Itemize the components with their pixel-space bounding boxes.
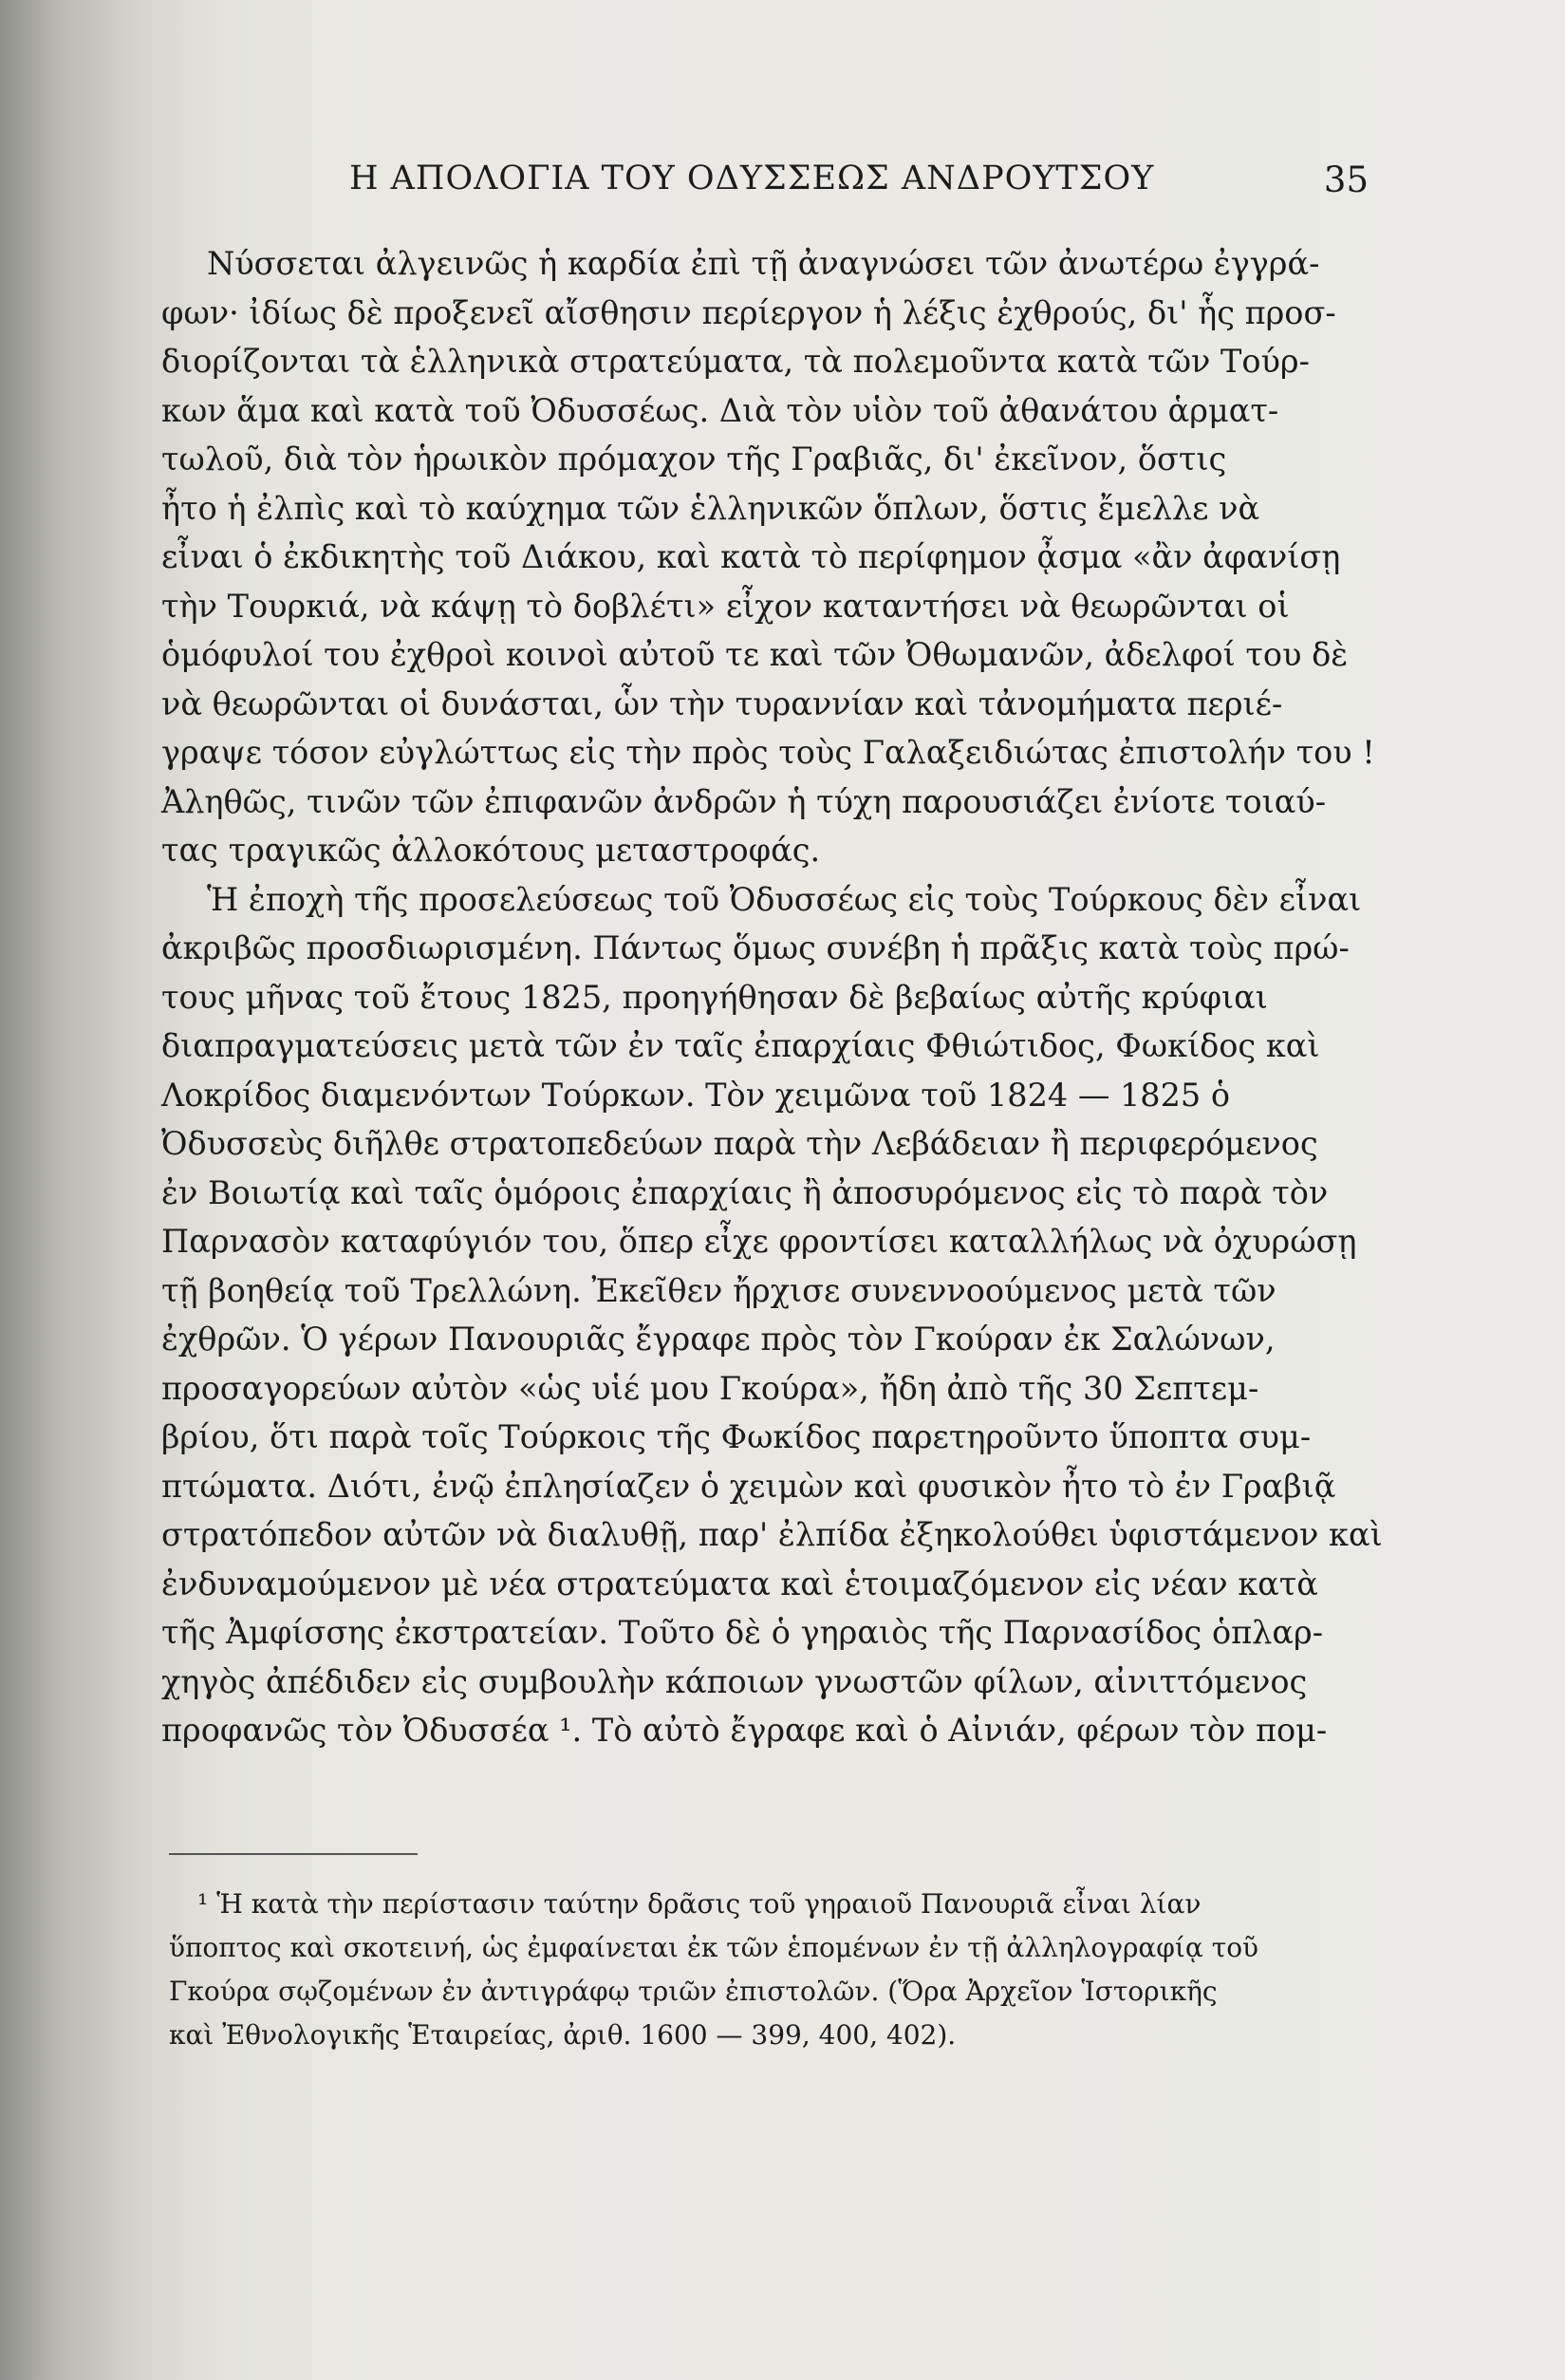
body-text [161, 239, 1383, 1755]
footnote-divider [169, 1853, 418, 1855]
footnote-line: ὕποπτος καὶ σκοτεινή, ὡς ἐμφαίνεται ἐκ τῶν ἑπομένων ἐν τῇ ἀλληλογραφίᾳ τοῦ [169, 1932, 1259, 1963]
text-line: ὁμόφυλοί του ἐχθροὶ κοινοὶ αὐτοῦ τε καὶ τῶν Ὀθωμανῶν, ἀδελφοί του δὲ [161, 636, 1349, 673]
footnote-line: Γκούρα σῳζομένων ἐν ἀντιγράφῳ τριῶν ἐπιστολῶν. (Ὅρα Ἀρχεῖον Ἱστορικῆς [169, 1976, 1218, 2007]
text-line: Ὀδυσσεὺς διῆλθε στρατοπεδεύων παρὰ τὴν Λεβάδειαν ἢ περιφερόμενος [161, 1125, 1318, 1162]
text-line: διαπραγματεύσεις μετὰ τῶν ἐν ταῖς ἐπαρχίαις Φθιώτιδος, Φωκίδος καὶ [161, 1027, 1320, 1064]
text-line: φων· ἰδίως δὲ προξενεῖ αἴσθησιν περίεργον ἡ λέξις ἐχθρούς, δι' ἧς προσ- [161, 293, 1336, 331]
footnotes [169, 1883, 1374, 2057]
running-title: Η ΑΠΟΛΟΓΙΑ ΤΟΥ ΟΔΥΣΣΕΩΣ ΑΝΔΡΟΥΤΣΟΥ [349, 159, 1155, 197]
text-line: Νύσσεται ἀλγεινῶς ἡ καρδία ἐπὶ τῇ ἀναγνώσει τῶν ἀνωτέρω ἐγγρά- [207, 245, 1320, 282]
text-line: χηγὸς ἀπέδιδεν εἰς συμβουλὴν κάποιων γνωστῶν φίλων, αἰνιττόμενος [161, 1662, 1308, 1700]
text-line: τῆς Ἀμφίσσης ἐκστρατείαν. Τοῦτο δὲ ὁ γηραιὸς τῆς Παρνασίδος ὁπλαρ- [161, 1614, 1324, 1651]
text-line: ἐν Βοιωτίᾳ καὶ ταῖς ὁμόροις ἐπαρχίαις ἢ ἀποσυρόμενος εἰς τὸ παρὰ τὸν [161, 1173, 1329, 1211]
text-line: ἐχθρῶν. Ὁ γέρων Πανουριᾶς ἔγραφε πρὸς τὸν Γκούραν ἐκ Σαλώνων, [161, 1321, 1276, 1358]
text-line: Ἡ ἐποχὴ τῆς προσελεύσεως τοῦ Ὀδυσσέως εἰς τοὺς Τούρκους δὲν εἶναι [207, 880, 1362, 918]
text-line: στρατόπεδον αὐτῶν νὰ διαλυθῇ, παρ' ἐλπίδα ἐξηκολούθει ὑφιστάμενον καὶ [161, 1516, 1383, 1553]
text-line: Λοκρίδος διαμενόντων Τούρκων. Τὸν χειμῶνα τοῦ 1824 — 1825 ὁ [161, 1076, 1231, 1114]
text-line: προφανῶς τὸν Ὀδυσσέα ¹. Τὸ αὐτὸ ἔγραφε καὶ ὁ Αἰνιάν, φέρων τὸν πομ- [161, 1712, 1328, 1749]
text-line: εἶναι ὁ ἐκδικητὴς τοῦ Διάκου, καὶ κατὰ τὸ περίφημον ᾆσμα «ἂν ἀφανίσῃ [161, 538, 1341, 575]
text-line: τὴν Τουρκιά, νὰ κάψῃ τὸ δοβλέτι» εἶχον καταντήσει νὰ θεωρῶνται οἱ [161, 587, 1290, 625]
text-line: τους μῆνας τοῦ ἔτους 1825, προηγήθησαν δὲ βεβαίως αὐτῆς κρύφιαι [161, 978, 1268, 1016]
text-line: ἀκριβῶς προσδιωρισμένη. Πάντως ὅμως συνέβη ἡ πρᾶξις κατὰ τοὺς πρώ- [161, 929, 1350, 966]
text-line: τωλοῦ, διὰ τὸν ἡρωικὸν πρόμαχον τῆς Γραβιᾶς, δι' ἐκεῖνον, ὅστις [161, 440, 1227, 478]
text-line: τῇ βοηθείᾳ τοῦ Τρελλώνη. Ἐκεῖθεν ἤρχισε συνεννοούμενος μετὰ τῶν [161, 1271, 1276, 1309]
footnote-line: καὶ Ἐθνολογικῆς Ἑταιρείας, ἀριθ. 1600 — 399, 400, 402). [169, 2019, 957, 2051]
footnote-line: ¹ Ἡ κατὰ τὴν περίστασιν ταύτην δρᾶσις τοῦ γηραιοῦ Πανουριᾶ εἶναι λίαν [197, 1888, 1202, 1920]
text-line: προσαγορεύων αὐτὸν «ὡς υἱέ μου Γκούρα», ἤδη ἀπὸ τῆς 30 Σεπτεμ- [161, 1369, 1259, 1407]
text-line: κων ἅμα καὶ κατὰ τοῦ Ὀδυσσέως. Διὰ τὸν υἱὸν τοῦ ἀθανάτου ἁρματ- [161, 391, 1279, 429]
text-line: διορίζονται τὰ ἑλληνικὰ στρατεύματα, τὰ πολεμοῦντα κατὰ τῶν Τούρ- [161, 343, 1310, 380]
page-header [0, 159, 1565, 216]
text-line: Παρνασὸν καταφύγιόν του, ὅπερ εἶχε φροντίσει καταλλήλως νὰ ὀχυρώσῃ [161, 1223, 1357, 1260]
text-line: τας τραγικῶς ἀλλοκότους μεταστροφάς. [161, 832, 821, 869]
text-line: πτώματα. Διότι, ἐνῷ ἐπλησίαζεν ὁ χειμὼν καὶ φυσικὸν ἦτο τὸ ἐν Γραβιᾷ [161, 1467, 1336, 1505]
text-line: γραψε τόσον εὐγλώττως εἰς τὴν πρὸς τοὺς Γαλαξειδιώτας ἐπιστολήν του ! [161, 734, 1375, 771]
text-line: νὰ θεωρῶνται οἱ δυνάσται, ὧν τὴν τυραννίαν καὶ τἀνομήματα περιέ- [161, 684, 1283, 722]
text-line: Ἀληθῶς, τινῶν τῶν ἐπιφανῶν ἀνδρῶν ἡ τύχη παρουσιάζει ἐνίοτε τοιαύ- [161, 782, 1327, 820]
text-line: βρίου, ὅτι παρὰ τοῖς Τούρκοις τῆς Φωκίδος παρετηροῦντο ὕποπτα συμ- [161, 1418, 1312, 1455]
text-line: ἐνδυναμούμενον μὲ νέα στρατεύματα καὶ ἑτοιμαζόμενον εἰς νέαν κατὰ [161, 1565, 1318, 1602]
text-line: ἦτο ἡ ἐλπὶς καὶ τὸ καύχημα τῶν ἑλληνικῶν ὅπλων, ὅστις ἔμελλε νὰ [161, 489, 1260, 527]
page-number: 35 [1323, 159, 1369, 200]
